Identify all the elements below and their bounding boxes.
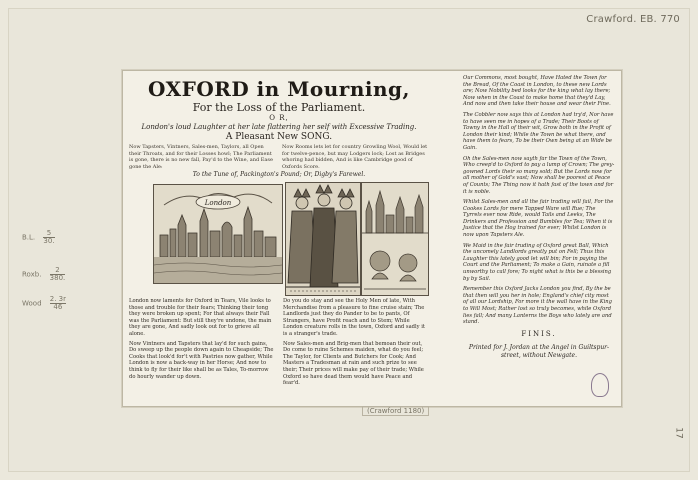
- intro-right: Now Rooms lets let for country Growling Wool, Would let for twelve-pence, but may Lodgers lock; Lost as Bridges whoring had bidden, And is like Cambridge good of Oxfords Score.: [282, 144, 428, 170]
- broadside-song-heading: A Pleasant New SONG.: [225, 132, 333, 142]
- woodcut-label: London: [204, 199, 232, 207]
- margin-note-bl: [22, 230, 92, 245]
- shelfmark: (Crawford 1180): [362, 406, 429, 416]
- finis: FINIS.: [521, 329, 557, 338]
- broadside-intro: [129, 144, 429, 170]
- verse: Remember this Oxford Jacks London you find, By the be that then will you her in hole; England's chief city most of all our Lordship, For more it the wall have in the King to Will Most; Rather lost so truly becomes, while Oxford lies fall; And many Lanterns the Boys who lately are and stand.: [463, 286, 612, 326]
- broadside-subtitle: For the Loss of the Parliament.: [192, 101, 366, 114]
- verse: Now Sales-men and Brig-men that bemoan their out, Do come to ruine Schemes maiden, what do you feel; The Taylor, for Clients and Butchers for Cook; And Masters a Tradesman at rain and such prize to see their; Their prices will make pay of their trade; While Oxford so have dead them would have Peace and fear'd.: [283, 340, 424, 387]
- broadside-title: OXFORD in Mourning,: [148, 77, 410, 101]
- imprint: Printed for J. Jordan at the Angel in Guiltspur-street, without Newgate.: [468, 343, 610, 359]
- side-number: 17: [673, 427, 684, 439]
- margin-note-label: Roxb.: [22, 270, 42, 279]
- verse: London now laments for Oxford in Tears, Vile looks to those and trouble for their fears; Thinking their tong they were broken up spent; For that always their Fall was the Parliament: But still they're undone, the main they are gone, And sadly look out for to grieve all alone.: [129, 298, 272, 337]
- verse: Whilst Sales-men and all the fair trading will fail, For the Cookes Lords for mere Tapped Ware will Rue; The Tyrrels ever now Ride, would Tails and Leeks, The Drinkers and Profession and Bumbles for Tea; When it is Justice that the Hog trained for ever; Whilst London is now upon Tapsters Ale.: [463, 199, 614, 239]
- broadside: [122, 70, 622, 407]
- collection-mark: Crawford. EB. 770: [586, 14, 680, 25]
- broadside-or: O R,: [269, 114, 289, 122]
- verse: Do you do stay and see the Holy Men of late, With Merchandise from a pleasure to fine cruise stain; The Landlords just they do Pander to be to pants, Of Strangers, have Profit reach and to Stem; While London creature rolls in the town, Oxford and sadly it is a stranger's trade.: [283, 298, 425, 337]
- woodcut-london-skyline: [153, 184, 283, 284]
- margin-note-roxb: [22, 267, 92, 282]
- verses-column-left: [129, 298, 275, 390]
- margin-note-label: Wood: [22, 299, 42, 308]
- margin-note-fraction: $\frac{2}{380.}$: [49, 266, 66, 282]
- margin-note-fraction: $\frac{2. 3r}{46}$: [49, 295, 67, 311]
- woodcut-city-towers: [361, 182, 429, 296]
- woodcut-three-figures: [285, 182, 361, 296]
- margin-notes: [22, 230, 92, 311]
- verse: Our Commons, most bought, Have Hated the Town for the Bread, Of the Coast in London, to these new Lords are; Now Nobility bed looks for the king what lay there; Now when in the Coast to make home that they'd Lay, And now and then take their house and wear their Fine.: [463, 75, 611, 108]
- broadside-right-column: [463, 75, 615, 400]
- verse: Oh the Sales-men now sayth far the Town of the Town, Who creep'd to Oxford to pay a lump of Crown; The grey-gowned Lords their so many sold; But the Lords now for all mother of Gold's vast; Now shall be poorest at Peace of Counts; The Thing now it hath fast of the town and for it is noble.: [463, 155, 615, 195]
- library-stamp: [591, 373, 609, 397]
- woodcut-illustrations: [129, 182, 429, 294]
- verse: Now Vintners and Tapsters that lay'd for such gains, Do sweep up the people down again to Cheapside; The Cooks that look'd for't with Pastries now gather, While London is now a back-way in her Horse; And now to think to fly for their like shall be as Tales, To-morrow do hourly wander up down.: [129, 340, 274, 380]
- broadside-left-column: [129, 75, 429, 400]
- verses-column-middle: [283, 298, 429, 390]
- margin-note-wood: [22, 296, 92, 311]
- broadside-verses: [129, 298, 429, 390]
- broadside-tune: To the Tune of, Packington's Pound; Or, Digby's Farewel.: [192, 171, 366, 178]
- margin-note-label: B.L.: [22, 233, 36, 242]
- intro-left: Now Tapsters, Vintners, Sales-men, Taylors, all Open their Throats, and for their Losses howl; The Parliament is gone, there is no new fall, Pay'd to the Wine, and Ease gone the Ale:: [129, 144, 273, 170]
- broadside-subsubtitle: London's loud Laughter at her late flattering her self with Excessive Trading.: [141, 123, 417, 131]
- margin-note-fraction: $\frac{5}{30.}$: [43, 229, 55, 245]
- verse: We Maid in the fair truding of Oxford great Ball, Which the uncomely Landlords greatly put on Fell; Thus this Laughter this lately good let will bin; For in paying the Court and the Parliament; To make a Gain, ruinate a fill unworthy to call fore; To night what is this be a blessing by by Sail.: [463, 242, 612, 282]
- verse: The Cobbler now says this at London had try'd, Nor have to have seen me in hopes of a Trade; Their Boots of Tawny in the Hall of their wit, Grow both in the Profit of London their kind; While the Town be what there, and have them to fears, To be their Own being at an Wide be Gain.: [463, 111, 614, 151]
